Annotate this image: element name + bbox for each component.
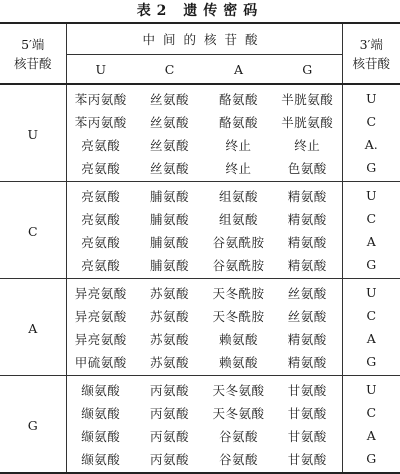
- amino-acid-cell: 丙氨酸: [149, 428, 189, 444]
- header-third-position-line1: 3′端: [359, 36, 383, 52]
- amino-acid-cell: 谷氨酸: [218, 428, 258, 444]
- amino-acid-cell: 丝氨酸: [273, 304, 342, 327]
- header-first-position-line1: 5′端: [21, 36, 45, 52]
- first-base-cell: G: [0, 376, 66, 474]
- amino-acid-cell: 丝氨酸: [149, 91, 189, 107]
- amino-acid-cell: 天冬酰胺: [212, 308, 265, 324]
- amino-acid-cell: 赖氨酸: [218, 331, 258, 347]
- amino-acid-cell: 丙氨酸: [135, 447, 204, 473]
- amino-acid-cell: 苏氨酸: [149, 331, 189, 347]
- header-second-position: 中间的核苷酸: [66, 23, 342, 55]
- amino-acid-cell: 甘氨酸: [273, 401, 342, 424]
- amino-acid-cell: 终止: [273, 133, 342, 156]
- amino-acid-cell: 天冬酰胺: [212, 285, 265, 301]
- header-third-position-line2: 核苷酸: [352, 55, 391, 71]
- amino-acid-cell: 苏氨酸: [149, 308, 189, 324]
- amino-acid-cell: 丝氨酸: [149, 137, 189, 153]
- amino-acid-cell: 缬氨酸: [66, 376, 135, 402]
- third-base-cell: C: [366, 114, 377, 129]
- header-base-g: G: [273, 55, 342, 85]
- first-base-cell: U: [0, 84, 66, 182]
- third-base-cell: A: [366, 428, 376, 443]
- amino-acid-cell: 丙氨酸: [149, 382, 189, 398]
- amino-acid-cell: 脯氨酸: [135, 253, 204, 279]
- amino-acid-cell: 缬氨酸: [66, 424, 135, 447]
- header-base-a: A: [204, 55, 273, 85]
- header-first-position-line2: 核苷酸: [13, 55, 52, 71]
- amino-acid-cell: 亮氨酸: [66, 207, 135, 230]
- genetic-code-table: [0, 22, 400, 474]
- amino-acid-cell: 酪氨酸: [218, 114, 258, 130]
- header-base-c: C: [135, 55, 204, 85]
- codon-row: [0, 84, 400, 110]
- amino-acid-cell: 精氨酸: [273, 253, 342, 279]
- genetic-code-table-body: [0, 23, 400, 473]
- third-base-cell: U: [365, 188, 377, 203]
- amino-acid-cell: 精氨酸: [273, 182, 342, 208]
- amino-acid-cell: 丝氨酸: [273, 279, 342, 305]
- amino-acid-cell: 组氨酸: [218, 211, 258, 227]
- amino-acid-cell: 亮氨酸: [66, 156, 135, 182]
- amino-acid-cell: 终止: [225, 137, 252, 153]
- third-base-cell: C: [366, 211, 377, 226]
- third-base-cell: U: [365, 91, 377, 106]
- amino-acid-cell: 苏氨酸: [149, 285, 189, 301]
- codon-row: [0, 279, 400, 305]
- header-third-position: [342, 23, 400, 84]
- amino-acid-cell: 亮氨酸: [66, 230, 135, 253]
- amino-acid-cell: 亮氨酸: [66, 182, 135, 208]
- amino-acid-cell: 谷氨酰胺: [204, 253, 273, 279]
- third-base-cell: U: [365, 285, 377, 300]
- amino-acid-cell: 亮氨酸: [66, 133, 135, 156]
- amino-acid-cell: 色氨酸: [273, 156, 342, 182]
- table-title: 表2 遗传密码: [136, 3, 264, 19]
- third-base-cell: G: [342, 350, 400, 376]
- third-base-cell: A: [366, 234, 376, 249]
- amino-acid-cell: 苯丙氨酸: [66, 84, 135, 110]
- amino-acid-cell: 组氨酸: [218, 188, 258, 204]
- amino-acid-cell: 甘氨酸: [273, 424, 342, 447]
- amino-acid-cell: 半胱氨酸: [273, 84, 342, 110]
- third-base-cell: C: [366, 405, 377, 420]
- amino-acid-cell: 异亮氨酸: [66, 327, 135, 350]
- amino-acid-cell: 脯氨酸: [149, 211, 189, 227]
- codon-row: [0, 182, 400, 208]
- amino-acid-cell: 异亮氨酸: [66, 304, 135, 327]
- third-base-cell: G: [342, 447, 400, 473]
- third-base-cell: A.: [364, 137, 378, 152]
- amino-acid-cell: 谷氨酰胺: [212, 234, 265, 250]
- third-base-cell: U: [365, 382, 377, 397]
- header-row-top: [0, 23, 400, 55]
- amino-acid-cell: 半胱氨酸: [273, 110, 342, 133]
- amino-acid-cell: 缬氨酸: [66, 447, 135, 473]
- amino-acid-cell: 苯丙氨酸: [66, 110, 135, 133]
- codon-row: [0, 376, 400, 402]
- third-base-cell: C: [366, 308, 377, 323]
- header-base-u: U: [66, 55, 135, 85]
- amino-acid-cell: 天冬氨酸: [212, 382, 265, 398]
- amino-acid-cell: 精氨酸: [273, 230, 342, 253]
- amino-acid-cell: 苏氨酸: [135, 350, 204, 376]
- amino-acid-cell: 亮氨酸: [66, 253, 135, 279]
- amino-acid-cell: 精氨酸: [273, 207, 342, 230]
- amino-acid-cell: 脯氨酸: [149, 234, 189, 250]
- amino-acid-cell: 终止: [204, 156, 273, 182]
- amino-acid-cell: 谷氨酸: [204, 447, 273, 473]
- amino-acid-cell: 缬氨酸: [66, 401, 135, 424]
- header-first-position: [0, 23, 66, 84]
- amino-acid-cell: 天冬氨酸: [212, 405, 265, 421]
- third-base-cell: A: [366, 331, 376, 346]
- amino-acid-cell: 甲硫氨酸: [66, 350, 135, 376]
- amino-acid-cell: 甘氨酸: [273, 376, 342, 402]
- amino-acid-cell: 丝氨酸: [149, 114, 189, 130]
- first-base-cell: C: [0, 182, 66, 279]
- amino-acid-cell: 精氨酸: [273, 327, 342, 350]
- amino-acid-cell: 丙氨酸: [149, 405, 189, 421]
- amino-acid-cell: 丝氨酸: [135, 156, 204, 182]
- amino-acid-cell: 精氨酸: [273, 350, 342, 376]
- first-base-cell: A: [0, 279, 66, 376]
- amino-acid-cell: 赖氨酸: [204, 350, 273, 376]
- amino-acid-cell: 酪氨酸: [218, 91, 258, 107]
- amino-acid-cell: 脯氨酸: [149, 188, 189, 204]
- amino-acid-cell: 异亮氨酸: [66, 279, 135, 305]
- third-base-cell: G: [342, 156, 400, 182]
- third-base-cell: G: [342, 253, 400, 279]
- amino-acid-cell: 甘氨酸: [273, 447, 342, 473]
